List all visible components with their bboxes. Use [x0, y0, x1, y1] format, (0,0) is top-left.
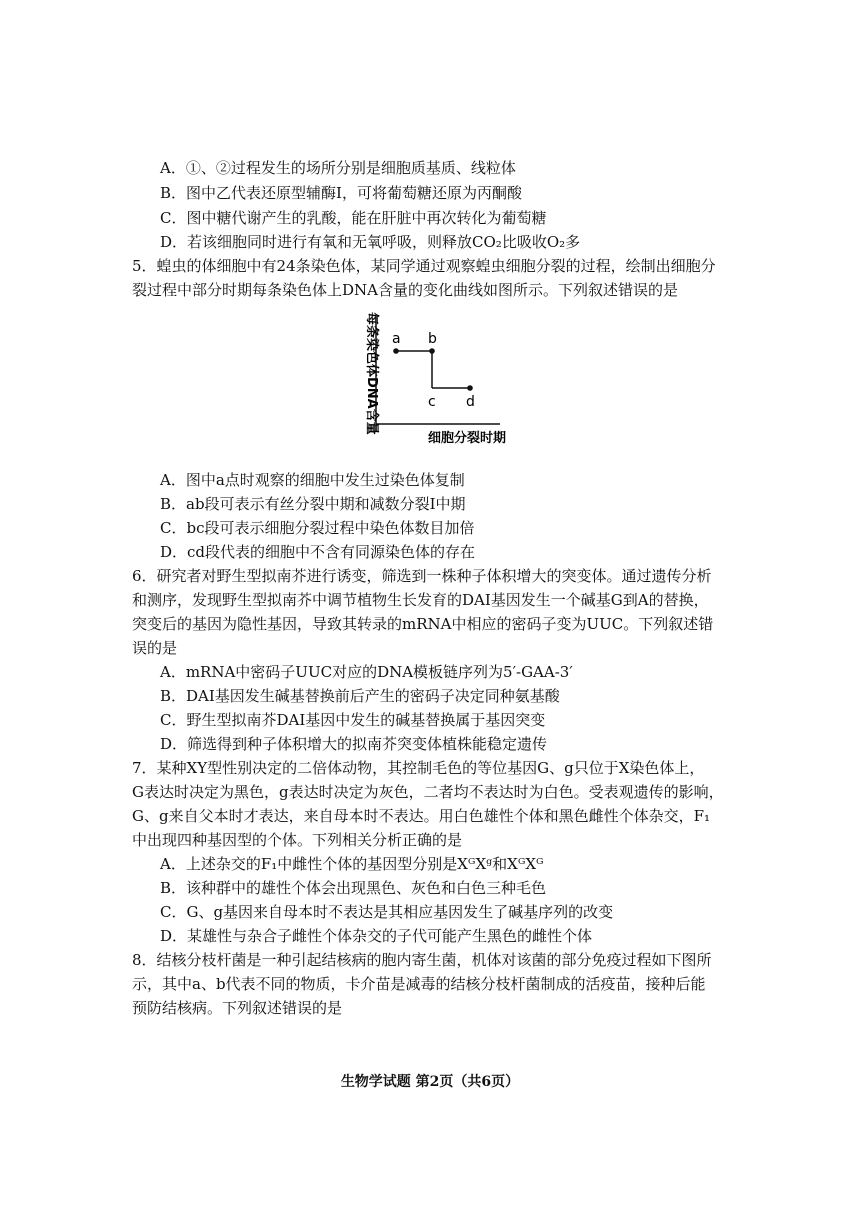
- q5-stem-line2: 裂过程中部分时期每条染色体上DNA含量的变化曲线如图所示。下列叙述错误的是: [132, 281, 678, 299]
- q6-option-c: C．野生型拟南芥DAI基因中发生的碱基替换属于基因突变: [160, 711, 546, 729]
- q5-stem-line1: 5．蝗虫的体细胞中有24条染色体，某同学通过观察蝗虫细胞分裂的过程，绘制出细胞分: [132, 257, 716, 275]
- point-a: [393, 348, 399, 354]
- q7-option-d: D．某雄性与杂合子雌性个体杂交的子代可能产生黑色的雌性个体: [160, 927, 593, 945]
- q6-stem-line4: 误的是: [132, 639, 178, 657]
- point-label-a: a: [392, 331, 401, 347]
- point-label-c: c: [428, 394, 436, 410]
- q5-option-a: A．图中a点时观察的细胞中发生过染色体复制: [160, 471, 465, 489]
- q4-option-c: C．图中糖代谢产生的乳酸，能在肝脏中再次转化为葡萄糖: [160, 209, 547, 227]
- q7-stem-line1: 7．某种XY型性别决定的二倍体动物，其控制毛色的等位基因G、g只位于X染色体上，: [132, 759, 705, 777]
- q7-stem-line3: G、g来自父本时才表达，来自母本时不表达。用白色雄性个体和黑色雌性个体杂交，F₁: [132, 807, 711, 825]
- q6-stem-line3: 突变后的基因为隐性基因，导致其转录的mRNA中相应的密码子变为UUC。下列叙述错: [132, 615, 714, 633]
- q6-option-a: A．mRNA中密码子UUC对应的DNA模板链序列为5′-GAA-3′: [160, 663, 573, 681]
- q7-stem-line4: 中出现四种基因型的个体。下列相关分析正确的是: [132, 831, 463, 849]
- q6-stem-line2: 和测序，发现野生型拟南芥中调节植物生长发育的DAI基因发生一个碱基G到A的替换，: [132, 591, 709, 609]
- page-footer: 生物学试题 第2页（共6页）: [340, 1074, 520, 1090]
- dna-content-chart: [340, 306, 540, 456]
- q4-option-a: A．①、②过程发生的场所分别是细胞质基质、线粒体: [160, 159, 516, 177]
- chart-ylabel: 每条染色体DNA含量: [364, 312, 379, 435]
- q5-option-b: B．ab段可表示有丝分裂中期和减数分裂Ⅰ中期: [160, 495, 466, 513]
- chart-xlabel: 细胞分裂时期: [428, 431, 507, 446]
- q4-option-d: D．若该细胞同时进行有氧和无氧呼吸，则释放CO₂比吸收O₂多: [160, 233, 581, 251]
- q8-stem-line2: 示，其中a、b代表不同的物质，卡介苗是减毒的结核分枝杆菌制成的活疫苗，接种后能: [132, 975, 706, 993]
- q5-option-c: C．bc段可表示细胞分裂过程中染色体数目加倍: [160, 519, 475, 537]
- point-b: [429, 348, 435, 354]
- q8-stem-line3: 预防结核病。下列叙述错误的是: [132, 999, 343, 1017]
- q4-option-b: B．图中乙代表还原型辅酶I，可将葡萄糖还原为丙酮酸: [160, 184, 522, 202]
- q6-option-b: B．DAI基因发生碱基替换前后产生的密码子决定同种氨基酸: [160, 687, 560, 705]
- q7-stem-line2: G表达时决定为黑色，g表达时决定为灰色，二者均不表达时为白色。受表观遗传的影响，: [132, 783, 724, 801]
- q7-option-b: B．该种群中的雄性个体会出现黑色、灰色和白色三种毛色: [160, 879, 547, 897]
- q6-option-d: D．筛选得到种子体积增大的拟南芥突变体植株能稳定遗传: [160, 735, 548, 753]
- q6-stem-line1: 6．研究者对野生型拟南芥进行诱变，筛选到一株种子体积增大的突变体。通过遗传分析: [132, 567, 712, 585]
- point-label-d: d: [466, 394, 475, 410]
- q8-stem-line1: 8．结核分枝杆菌是一种引起结核病的胞内寄生菌，机体对该菌的部分免疫过程如下图所: [132, 951, 712, 969]
- q7-option-a: A．上述杂交的F₁中雌性个体的基因型分别是XᴳXᵍ和XᴳXᴳ: [160, 855, 544, 873]
- q7-option-c: C．G、g基因来自母本时不表达是其相应基因发生了碱基序列的改变: [160, 903, 614, 921]
- point-label-b: b: [428, 331, 437, 347]
- point-d: [467, 385, 473, 391]
- q5-option-d: D．cd段代表的细胞中不含有同源染色体的存在: [160, 543, 476, 561]
